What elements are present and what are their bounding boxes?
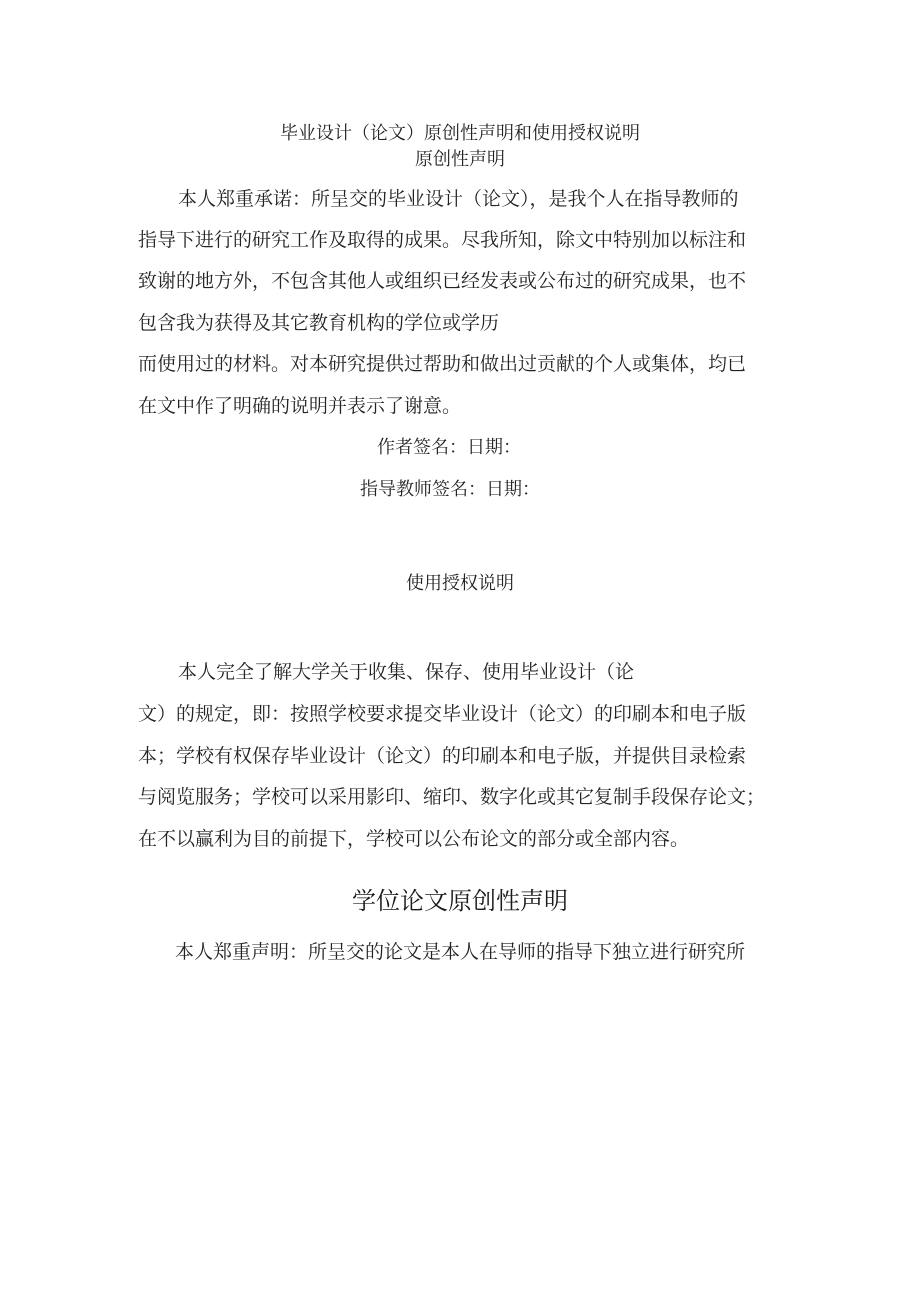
author-signature-line: 作者签名：日期：	[377, 437, 521, 458]
document-title: 毕业设计（论文）原创性声明和使用授权说明	[280, 123, 640, 144]
advisor-signature-line: 指导教师签名：日期：	[360, 479, 540, 500]
paragraph-line: 本人完全了解大学关于收集、保存、使用毕业设计（论	[178, 661, 635, 683]
originality-subtitle: 原创性声明	[415, 149, 505, 170]
paragraph-line: 包含我为获得及其它教育机构的学位或学历	[138, 312, 500, 334]
degree-declaration-line: 本人郑重声明：所呈交的论文是本人在导师的指导下独立进行研究所	[175, 941, 746, 963]
paragraph-line: 指导下进行的研究工作及取得的成果。尽我所知，除文中特别加以标注和	[138, 229, 747, 251]
paragraph-line: 与阅览服务；学校可以采用影印、缩印、数字化或其它复制手段保存论文；	[138, 786, 766, 808]
paragraph-line: 本人郑重承诺：所呈交的毕业设计（论文），是我个人在指导教师的	[178, 188, 739, 210]
authorization-title: 使用授权说明	[406, 573, 514, 594]
paragraph-line: 文）的规定，即：按照学校要求提交毕业设计（论文）的印刷本和电子版	[138, 703, 747, 725]
paragraph-line: 本；学校有权保存毕业设计（论文）的印刷本和电子版，并提供目录检索	[138, 745, 747, 767]
paragraph-line: 而使用过的材料。对本研究提供过帮助和做出过贡献的个人或集体，均已	[138, 353, 747, 375]
degree-thesis-heading: 学位论文原创性声明	[352, 887, 568, 915]
paragraph-line: 在不以赢利为目的前提下，学校可以公布论文的部分或全部内容。	[138, 828, 690, 850]
paragraph-line: 致谢的地方外，不包含其他人或组织已经发表或公布过的研究成果，也不	[138, 270, 747, 292]
paragraph-line: 在文中作了明确的说明并表示了谢意。	[138, 395, 462, 417]
